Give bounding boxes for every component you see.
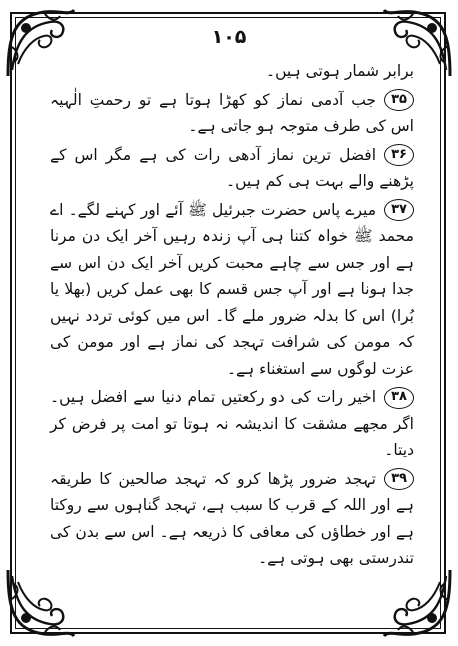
corner-ornament-icon xyxy=(4,566,78,640)
hadith-number-badge: ۳۹ xyxy=(384,468,414,490)
hadith-number-badge: ۳۷ xyxy=(384,199,414,221)
hadith-paragraph xyxy=(50,384,414,464)
hadith-number-badge: ۳۶ xyxy=(384,144,414,166)
page-body xyxy=(50,58,414,574)
corner-ornament-icon xyxy=(380,566,454,640)
hadith-number-badge: ۳۵ xyxy=(384,89,414,111)
paragraph-text: جب آدمی نماز کو کھڑا ہوتا ہے تو رحمتِ الٰہیہ اس کی طرف متوجہ ہو جاتی ہے۔ xyxy=(50,90,414,135)
page-number: ۱۰۵ xyxy=(211,26,247,48)
paragraph-continuation xyxy=(50,58,414,85)
paragraph-text: برابر شمار ہوتی ہیں۔ xyxy=(266,62,414,80)
hadith-paragraph xyxy=(50,466,414,572)
paragraph-text: میرے پاس حضرت جبرئیل ﷺ آئے اور کہنے لگے۔ اے محمد ﷺ خواہ کتنا ہی آپ زندہ رہیں آخر ایک دن مرنا ہے اور جس سے چاہے محبت کریں آخر ایک دن اس سے جدا ہونا ہے اور آپ جس قسم کا بھی عمل کریں (بھلا یا بُرا) اس کا بدلہ ضرور ملے گا۔ اس میں کوئی تردد نہیں کہ مومن کی شرافت تہجد کی نماز ہے اور مومن کی عزت لوگوں سے استغناء ہے۔ xyxy=(50,200,414,378)
paragraph-text: تہجد ضرور پڑھا کرو کہ تہجد صالحین کا طریقہ ہے اور اللہ کے قرب کا سبب ہے، تہجد گناہوں سے روکتا ہے اور خطاؤں کی معافی کا ذریعہ ہے۔ اس سے بدن کی تندرستی بھی ہوتی ہے۔ xyxy=(50,469,414,567)
hadith-number-badge: ۳۸ xyxy=(384,387,414,409)
paragraph-text: اخیر رات کی دو رکعتیں تمام دنیا سے افضل ہیں۔ اگر مجھے مشقت کا اندیشہ نہ ہوتا تو امت پر فرض کر دیتا۔ xyxy=(50,388,414,459)
hadith-paragraph xyxy=(50,142,414,195)
hadith-paragraph xyxy=(50,197,414,383)
hadith-paragraph xyxy=(50,87,414,140)
paragraph-text: افضل ترین نماز آدھی رات کی ہے مگر اس کے پڑھنے والے بہت ہی کم ہیں۔ xyxy=(50,145,414,190)
